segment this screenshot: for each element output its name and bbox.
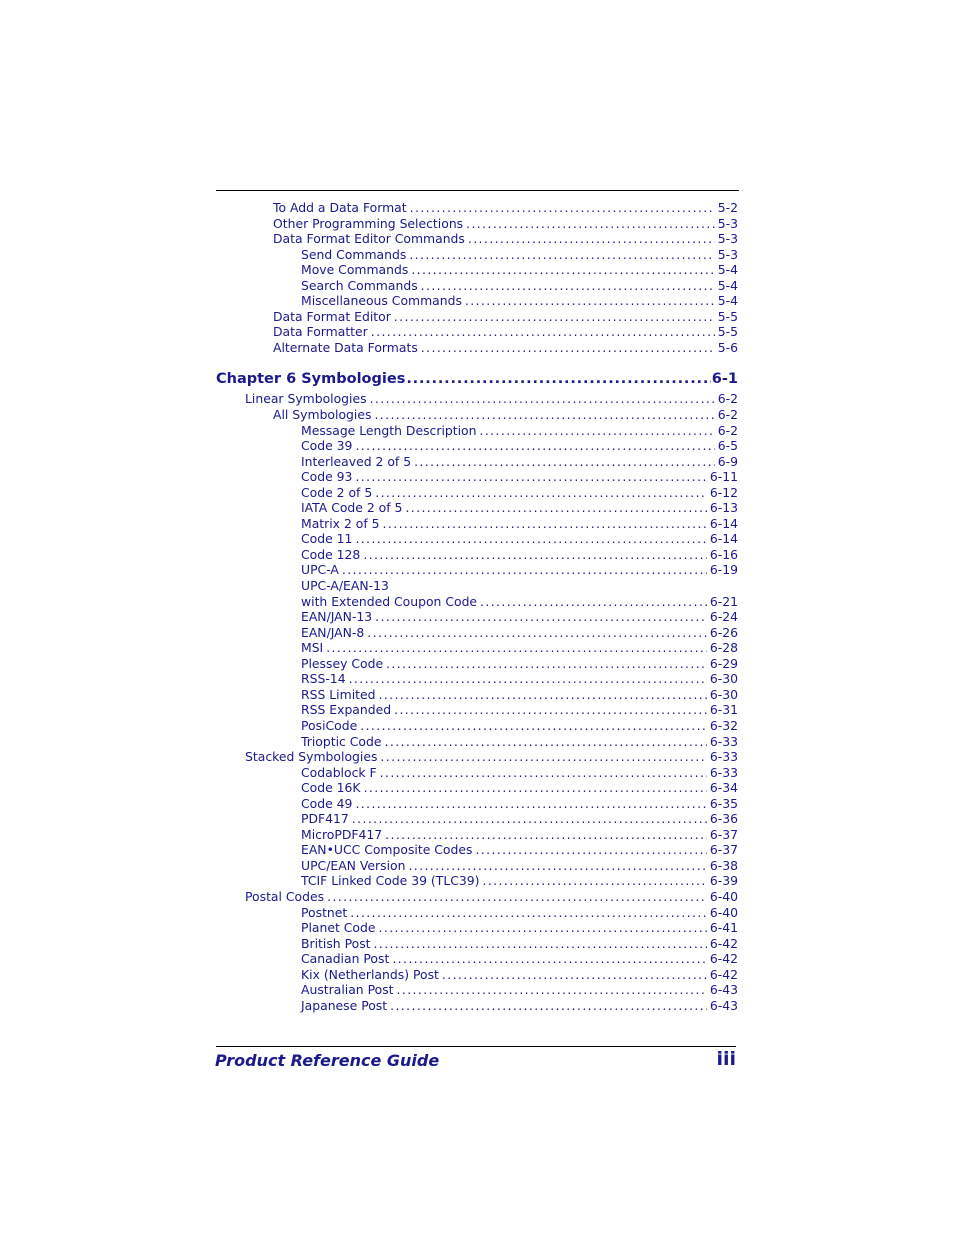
toc-entry-title: Plessey Code bbox=[301, 655, 384, 671]
toc-leader-dots bbox=[468, 231, 715, 247]
toc-entry[interactable] bbox=[216, 936, 738, 952]
toc-entry[interactable] bbox=[216, 216, 738, 232]
toc-entry[interactable] bbox=[216, 247, 738, 263]
toc-entry-page: 6-43 bbox=[709, 997, 738, 1013]
toc-entry[interactable] bbox=[216, 718, 738, 734]
toc-entry[interactable] bbox=[216, 516, 738, 532]
toc-leader-dots bbox=[375, 609, 707, 625]
toc-leader-dots bbox=[355, 438, 714, 454]
toc-entry-page: 6-1 bbox=[711, 371, 738, 388]
toc-entry-page: 6-14 bbox=[709, 531, 738, 547]
toc-entry[interactable] bbox=[216, 640, 738, 656]
toc-entry-page: 5-5 bbox=[717, 308, 738, 324]
toc-entry[interactable] bbox=[216, 469, 738, 485]
toc-entry-title: Code 39 bbox=[301, 438, 353, 454]
toc-entry-page: 5-3 bbox=[717, 231, 738, 247]
toc-entry-title: Code 2 of 5 bbox=[301, 484, 373, 500]
toc-entry[interactable] bbox=[216, 671, 738, 687]
toc-entry-page: 6-19 bbox=[709, 562, 738, 578]
toc-entry[interactable] bbox=[216, 485, 738, 501]
toc-leader-dots bbox=[363, 547, 707, 563]
toc-entry[interactable] bbox=[216, 278, 738, 294]
toc-entry-title: Canadian Post bbox=[301, 951, 390, 967]
toc-entry-title: EAN•UCC Composite Codes bbox=[301, 842, 473, 858]
toc-entry[interactable] bbox=[216, 324, 738, 340]
toc-entry[interactable] bbox=[216, 905, 738, 921]
toc-entry[interactable] bbox=[216, 262, 738, 278]
toc-entry-page: 6-11 bbox=[709, 469, 738, 485]
toc-entry[interactable] bbox=[216, 594, 738, 610]
footer-title: Product Reference Guide bbox=[215, 1051, 440, 1070]
toc-entry-title: Australian Post bbox=[301, 982, 394, 998]
toc-entry-page: 6-42 bbox=[709, 951, 738, 967]
toc-leader-dots bbox=[409, 247, 714, 263]
toc-leader-dots bbox=[378, 687, 706, 703]
toc-entry-title: Data Format Editor Commands bbox=[273, 231, 465, 247]
toc-entry-page: 6-33 bbox=[709, 733, 738, 749]
toc-entry[interactable] bbox=[216, 982, 738, 998]
toc-entry[interactable] bbox=[216, 920, 738, 936]
toc-entry-title: UPC-A bbox=[301, 562, 339, 578]
toc-entry-page: 6-14 bbox=[709, 515, 738, 531]
toc-entry-title: Kix (Netherlands) Post bbox=[301, 966, 439, 982]
toc-entry[interactable] bbox=[216, 423, 738, 439]
toc-entry-title: PosiCode bbox=[301, 717, 358, 733]
toc-leader-dots bbox=[327, 889, 707, 905]
toc-leader-dots bbox=[350, 905, 707, 921]
toc-entry-page: 5-4 bbox=[717, 277, 738, 293]
toc-entry-title: RSS Limited bbox=[301, 686, 376, 702]
toc-entry-page: 5-6 bbox=[717, 339, 738, 355]
toc-entry-title: UPC-A/EAN-13 bbox=[301, 578, 389, 594]
toc-entry-title: Miscellaneous Commands bbox=[301, 293, 462, 309]
toc-entry-page: 6-31 bbox=[709, 702, 738, 718]
toc-entry[interactable] bbox=[216, 796, 738, 812]
toc-entry-title: RSS Expanded bbox=[301, 702, 392, 718]
toc-entry-page: 6-36 bbox=[709, 811, 738, 827]
toc-leader-dots bbox=[364, 780, 707, 796]
toc-entry-page: 6-37 bbox=[709, 826, 738, 842]
toc-entry-title: Data Format Editor bbox=[273, 308, 391, 324]
toc-entry-page: 6-42 bbox=[709, 966, 738, 982]
toc-entry[interactable] bbox=[216, 340, 738, 356]
toc-entry-page: 5-2 bbox=[717, 200, 738, 215]
toc-entry-page: 5-4 bbox=[717, 262, 738, 278]
toc-leader-dots bbox=[480, 423, 715, 439]
toc-entry[interactable] bbox=[216, 967, 738, 983]
toc-entry[interactable] bbox=[216, 562, 738, 578]
toc-entry[interactable] bbox=[216, 578, 738, 594]
toc-entry-page: 6-39 bbox=[709, 873, 738, 889]
toc-leader-dots bbox=[390, 998, 707, 1014]
toc-leader-dots bbox=[466, 216, 715, 232]
toc-entry-page: 6-41 bbox=[709, 920, 738, 936]
toc-entry-title: Other Programming Selections bbox=[273, 215, 464, 231]
toc-entry-page: 6-37 bbox=[709, 842, 738, 858]
toc-entry[interactable] bbox=[216, 842, 738, 858]
toc-leader-dots bbox=[385, 734, 707, 750]
toc-entry[interactable] bbox=[216, 734, 738, 750]
toc-entry[interactable] bbox=[216, 391, 738, 407]
toc-entry[interactable] bbox=[216, 407, 738, 423]
toc-entry[interactable] bbox=[216, 547, 738, 563]
toc-entry-title: Postal Codes bbox=[245, 888, 325, 904]
toc-leader-dots bbox=[380, 749, 706, 765]
toc-entry-page: 6-2 bbox=[717, 407, 738, 423]
toc-entry[interactable] bbox=[216, 500, 738, 516]
toc-entry-title: Japanese Post bbox=[301, 997, 388, 1013]
toc-entry-title: Matrix 2 of 5 bbox=[301, 515, 380, 531]
toc-entry-title: UPC/EAN Version bbox=[301, 857, 406, 873]
toc-entry-title: Code 49 bbox=[301, 795, 353, 811]
toc-leader-dots bbox=[355, 531, 706, 547]
toc-entry-title: IATA Code 2 of 5 bbox=[301, 500, 403, 516]
toc-entry-title: Message Length Description bbox=[301, 422, 477, 438]
toc-entry[interactable] bbox=[216, 438, 738, 454]
toc-leader-dots bbox=[375, 485, 707, 501]
toc-entry-title: Send Commands bbox=[301, 246, 407, 262]
toc-leader-dots bbox=[475, 842, 706, 858]
toc-leader-dots bbox=[374, 936, 707, 952]
toc-entry-page: 6-33 bbox=[709, 764, 738, 780]
toc-entry-title: Code 16K bbox=[301, 780, 361, 796]
toc-entry[interactable] bbox=[216, 656, 738, 672]
toc-entry-title: Interleaved 2 of 5 bbox=[301, 453, 412, 469]
toc-entry[interactable] bbox=[216, 531, 738, 547]
toc-entry-title: Move Commands bbox=[301, 262, 409, 278]
toc-entry[interactable] bbox=[216, 889, 738, 905]
toc-leader-dots bbox=[385, 827, 707, 843]
toc-entry-title: All Symbologies bbox=[273, 407, 372, 423]
toc-entry-title: British Post bbox=[301, 935, 371, 951]
toc-leader-dots bbox=[355, 796, 706, 812]
toc-entry-page: 6-29 bbox=[709, 655, 738, 671]
toc-entry[interactable] bbox=[216, 625, 738, 641]
toc-leader-dots bbox=[349, 671, 707, 687]
toc-entry-page: 5-3 bbox=[717, 215, 738, 231]
toc-leader-dots bbox=[397, 982, 707, 998]
toc-entry-title: Code 93 bbox=[301, 469, 353, 485]
toc-entry-page: 6-5 bbox=[717, 438, 738, 454]
toc-entry-page: 5-4 bbox=[717, 293, 738, 309]
toc-leader-dots bbox=[405, 500, 706, 516]
toc-leader-dots bbox=[421, 278, 715, 294]
toc-entry-page: 6-21 bbox=[709, 593, 738, 609]
toc-entry-title: MSI bbox=[301, 640, 324, 656]
table-of-contents bbox=[216, 200, 738, 1013]
toc-leader-dots bbox=[374, 407, 714, 423]
toc-entry-title: PDF417 bbox=[301, 811, 349, 827]
toc-entry-page: 6-30 bbox=[709, 686, 738, 702]
header-rule bbox=[216, 190, 739, 191]
toc-leader-dots bbox=[386, 656, 707, 672]
toc-leader-dots bbox=[392, 951, 707, 967]
toc-entry-page: 6-40 bbox=[709, 904, 738, 920]
toc-leader-dots bbox=[371, 324, 715, 340]
toc-entry-title: Stacked Symbologies bbox=[245, 749, 378, 765]
toc-entry-page: 6-32 bbox=[709, 717, 738, 733]
toc-entry-title: TCIF Linked Code 39 (TLC39) bbox=[301, 873, 480, 889]
toc-entry-title: Code 128 bbox=[301, 546, 361, 562]
toc-entry-page: 6-28 bbox=[709, 640, 738, 656]
toc-entry-page: 6-30 bbox=[709, 671, 738, 687]
toc-entry-page: 6-13 bbox=[709, 500, 738, 516]
toc-leader-dots bbox=[411, 262, 714, 278]
toc-entry[interactable] bbox=[216, 765, 738, 781]
toc-leader-dots bbox=[480, 594, 707, 610]
toc-entry-page: 6-42 bbox=[709, 935, 738, 951]
footer-rule bbox=[216, 1046, 736, 1047]
toc-entry-title: with Extended Coupon Code bbox=[301, 593, 478, 609]
toc-entry-page: 6-34 bbox=[709, 780, 738, 796]
toc-entry-page: 6-43 bbox=[709, 982, 738, 998]
toc-leader-dots bbox=[352, 811, 707, 827]
toc-leader-dots bbox=[367, 625, 707, 641]
toc-entry-page: 5-3 bbox=[717, 246, 738, 262]
toc-leader-dots bbox=[483, 873, 707, 889]
toc-entry-title: Alternate Data Formats bbox=[273, 339, 418, 355]
toc-leader-dots bbox=[370, 391, 715, 407]
toc-entry-title: Linear Symbologies bbox=[245, 391, 367, 407]
toc-leader-dots bbox=[414, 454, 715, 470]
toc-leader-dots bbox=[360, 718, 707, 734]
toc-entry-page: 6-38 bbox=[709, 857, 738, 873]
toc-entry[interactable] bbox=[216, 811, 738, 827]
toc-entry-page: 6-16 bbox=[709, 546, 738, 562]
toc-entry[interactable] bbox=[216, 780, 738, 796]
toc-leader-dots bbox=[326, 640, 707, 656]
toc-leader-dots bbox=[442, 967, 707, 983]
toc-leader-dots bbox=[379, 920, 707, 936]
toc-leader-dots bbox=[383, 516, 707, 532]
toc-entry[interactable] bbox=[216, 687, 738, 703]
toc-entry[interactable] bbox=[216, 309, 738, 325]
toc-entry[interactable] bbox=[216, 749, 738, 765]
footer-page-number: iii bbox=[716, 1048, 736, 1070]
toc-entry-page: 6-35 bbox=[709, 795, 738, 811]
toc-entry-title: MicroPDF417 bbox=[301, 826, 383, 842]
toc-entry[interactable] bbox=[216, 873, 738, 889]
toc-leader-dots bbox=[380, 765, 707, 781]
toc-entry-page: 6-9 bbox=[717, 453, 738, 469]
toc-leader-dots bbox=[394, 309, 715, 325]
toc-leader-dots bbox=[410, 200, 715, 216]
toc-entry-title: EAN/JAN-8 bbox=[301, 624, 365, 640]
toc-leader-dots bbox=[355, 469, 706, 485]
toc-entry-title: RSS-14 bbox=[301, 671, 346, 687]
toc-entry-title: EAN/JAN-13 bbox=[301, 609, 373, 625]
toc-entry-title: Search Commands bbox=[301, 277, 418, 293]
toc-entry[interactable] bbox=[216, 702, 738, 718]
toc-entry-title: Chapter 6 Symbologies bbox=[216, 371, 406, 388]
toc-entry-title: Planet Code bbox=[301, 920, 376, 936]
toc-entry-page: 6-24 bbox=[709, 609, 738, 625]
toc-entry[interactable] bbox=[216, 858, 738, 874]
toc-entry[interactable] bbox=[216, 951, 738, 967]
toc-entry-title: Trioptic Code bbox=[301, 733, 382, 749]
toc-entry-page: 6-33 bbox=[709, 749, 738, 765]
toc-leader-dots bbox=[406, 368, 710, 390]
toc-entry-page: 6-12 bbox=[709, 484, 738, 500]
toc-entry-page: 6-40 bbox=[709, 888, 738, 904]
toc-leader-dots bbox=[421, 340, 715, 356]
toc-entry-title: To Add a Data Format bbox=[273, 200, 407, 215]
toc-entry-title: Code 11 bbox=[301, 531, 353, 547]
toc-leader-dots bbox=[408, 858, 706, 874]
toc-leader-dots bbox=[465, 293, 715, 309]
toc-entry[interactable] bbox=[216, 998, 738, 1014]
toc-leader-dots bbox=[394, 702, 707, 718]
toc-entry[interactable] bbox=[216, 231, 738, 247]
toc-entry-page: 5-5 bbox=[717, 324, 738, 340]
toc-chapter-heading[interactable] bbox=[216, 368, 738, 390]
toc-entry-page: 6-2 bbox=[717, 422, 738, 438]
toc-entry-page: 6-26 bbox=[709, 624, 738, 640]
toc-entry-title: Postnet bbox=[301, 904, 348, 920]
toc-entry[interactable] bbox=[216, 827, 738, 843]
toc-entry-title: Codablock F bbox=[301, 764, 377, 780]
toc-leader-dots bbox=[342, 562, 707, 578]
toc-entry[interactable] bbox=[216, 454, 738, 470]
toc-entry[interactable] bbox=[216, 200, 738, 216]
toc-entry-title: Data Formatter bbox=[273, 324, 368, 340]
toc-entry[interactable] bbox=[216, 293, 738, 309]
toc-entry-page: 6-2 bbox=[717, 391, 738, 407]
toc-entry[interactable] bbox=[216, 609, 738, 625]
